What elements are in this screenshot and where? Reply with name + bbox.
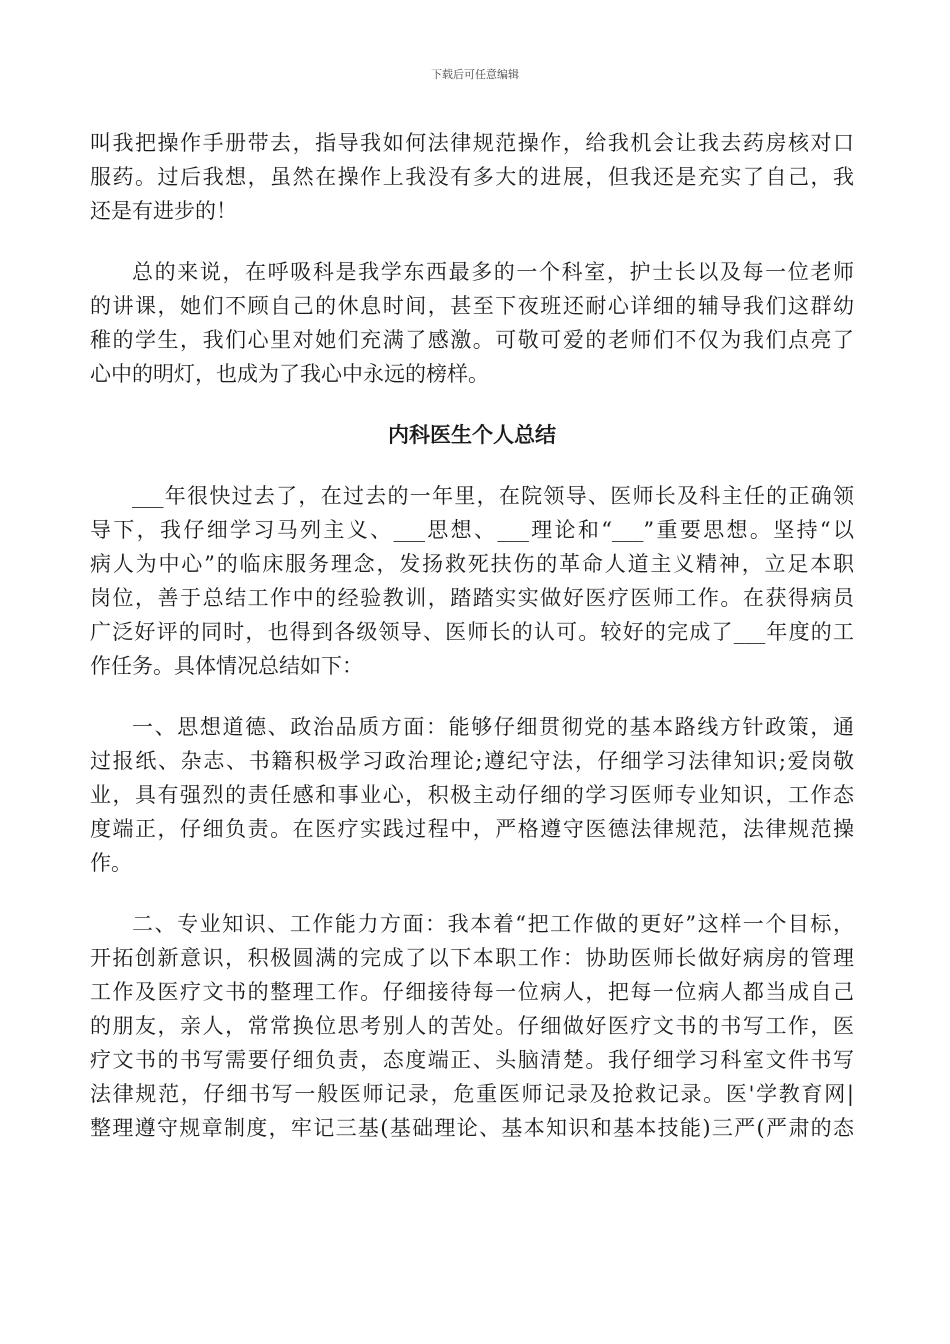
text-line: 二、专业知识、工作能力方面：我本着“把工作做的更好”这样一个目标， [132,912,854,936]
paragraph-4 [90,710,854,880]
text-line: 服药。过后我想，虽然在操作上我没有多大的进展，但我还是充实了自己，我 [90,165,854,189]
text-line: 作。 [90,851,132,875]
text-line: 法律规范，仔细书写一般医师记录，危重医师记录及抢救记录。医'学教育网| [90,1082,854,1106]
text-line: 工作及医疗文书的整理工作。仔细接待每一位病人，把每一位病人都当成自己 [90,980,854,1004]
text-line: 广泛好评的同时，也得到各级领导、医师长的认可。较好的完成了___年度的工 [90,620,854,644]
text-line: 心中的明灯，也成为了我心中永远的榜样。 [90,362,489,386]
text-line: 的讲课，她们不顾自己的休息时间，甚至下夜班还耐心详细的辅导我们这群幼 [90,294,854,318]
text-line: 疗文书的书写需要仔细负责，态度端正、头脑清楚。我仔细学习科室文件书写 [90,1048,854,1072]
section-title: 内科医生个人总结 [388,423,556,447]
text-line: 业，具有强烈的责任感和事业心，积极主动仔细的学习医师专业知识，工作态 [90,783,854,807]
text-line: 作任务。具体情况总结如下： [90,654,363,678]
paragraph-3 [90,479,854,683]
paragraph-2 [90,255,854,391]
text-line: 总的来说，在呼吸科是我学东西最多的一个科室，护士长以及每一位老师 [132,260,854,284]
paragraph-5 [90,907,854,1145]
text-line: 整理遵守规章制度，牢记三基(基础理论、基本知识和基本技能)三严(严肃的态 [90,1116,854,1140]
document-body [90,126,854,1145]
text-line: 开拓创新意识，积极圆满的完成了以下本职工作：协助医师长做好病房的管理 [90,946,854,970]
text-line: 一、思想道德、政治品质方面：能够仔细贯彻党的基本路线方针政策，通 [132,715,854,739]
text-line: 叫我把操作手册带去，指导我如何法律规范操作，给我机会让我去药房核对口 [90,131,854,155]
text-line: 病人为中心”的临床服务理念，发扬救死扶伤的革命人道主义精神，立足本职 [90,552,854,576]
text-line: 过报纸、杂志、书籍积极学习政治理论;遵纪守法，仔细学习法律知识;爱岗敬 [90,749,854,773]
text-line: 岗位，善于总结工作中的经验教训，踏踏实实做好医疗医师工作。在获得病员 [90,586,854,610]
text-line: 还是有进步的！ [90,199,237,223]
text-line: 稚的学生，我们心里对她们充满了感激。可敬可爱的老师们不仅为我们点亮了 [90,328,854,352]
paragraph-1 [90,126,854,228]
text-line: 导下，我仔细学习马列主义、___思想、___理论和“___”重要思想。坚持“以 [90,518,854,542]
text-line: 的朋友，亲人，常常换位思考别人的苦处。仔细做好医疗文书的书写工作，医 [90,1014,854,1038]
page-header: 下载后可任意编辑 [431,68,519,81]
text-line: ___年很快过去了，在过去的一年里，在院领导、医师长及科主任的正确领 [132,484,854,508]
text-line: 度端正，仔细负责。在医疗实践过程中，严格遵守医德法律规范，法律规范操 [90,817,854,841]
